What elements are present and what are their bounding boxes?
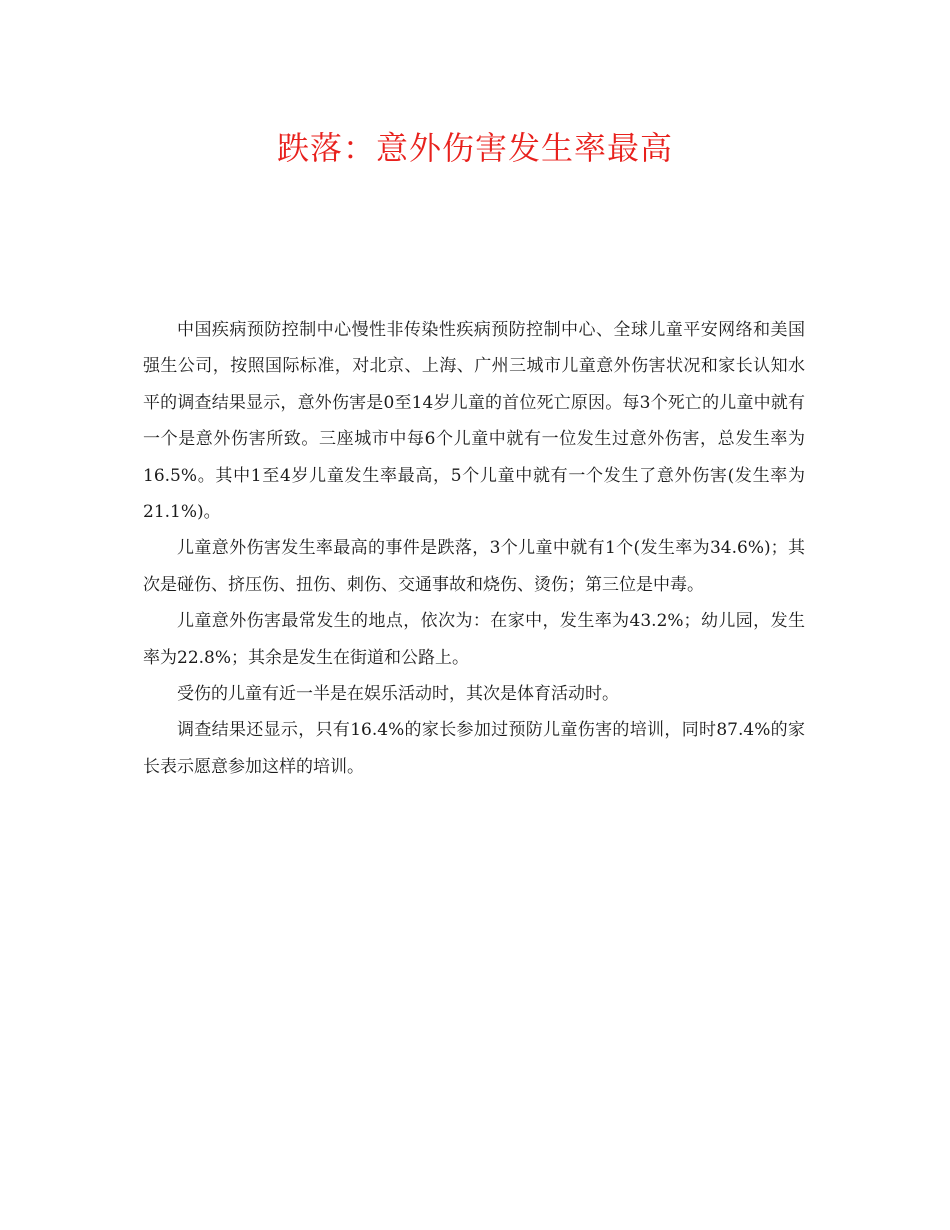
paragraph-parent-training: 调查结果还显示，只有16.4%的家长参加过预防儿童伤害的培训，同时87.4%的家长表示愿意参加这样的培训。: [143, 720, 805, 777]
document-title: 跌落：意外伤害发生率最高: [276, 129, 673, 167]
document-body: [143, 312, 805, 785]
paragraph-injury-locations: 儿童意外伤害最常发生的地点，依次为：在家中，发生率为43.2%；幼儿园，发生率为22.8%；其余是发生在街道和公路上。: [143, 611, 805, 668]
paragraph-injury-activities: 受伤的儿童有近一半是在娱乐活动时，其次是体育活动时。: [177, 684, 619, 705]
paragraph-survey-overview: 中国疾病预防控制中心慢性非传染性疾病预防控制中心、全球儿童平安网络和美国强生公司，按照国际标准，对北京、上海、广州三城市儿童意外伤害状况和家长认知水平的调查结果显示，意外伤害是0至14岁儿童的首位死亡原因。每3个死亡的儿童中就有一个是意外伤害所致。三座城市中每6个儿童中就有一位发生过意外伤害，总发生率为16.5%。其中1至4岁儿童发生率最高，5个儿童中就有一个发生了意外伤害(发生率为21.1%)。: [143, 320, 805, 523]
paragraph-injury-types: 儿童意外伤害发生率最高的事件是跌落，3个儿童中就有1个(发生率为34.6%)；其次是碰伤、挤压伤、扭伤、刺伤、交通事故和烧伤、烫伤；第三位是中毒。: [143, 538, 805, 595]
